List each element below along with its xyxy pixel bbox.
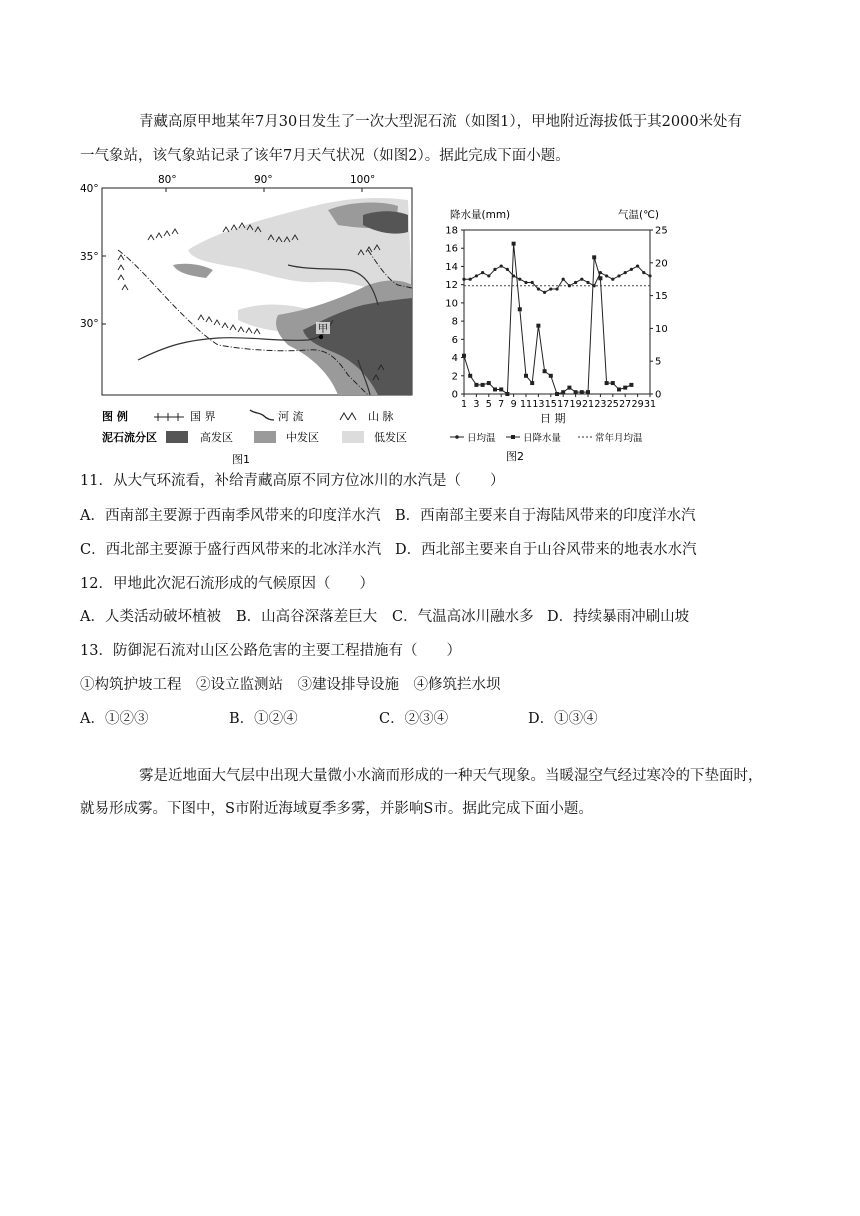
precip-point	[530, 381, 534, 385]
question-12-option-b[interactable]: B．山高谷深落差巨大	[236, 609, 378, 625]
temp-point	[462, 278, 465, 281]
legend-river: 河 流	[278, 410, 304, 423]
right-tick-label: 10	[655, 323, 668, 335]
question-12-option-a[interactable]: A．人类活动破坏植被	[80, 609, 221, 625]
precip-point	[586, 390, 590, 394]
plot-frame	[464, 230, 650, 394]
precip-point	[462, 354, 466, 358]
precip-point	[567, 386, 571, 390]
x-tick-label: 27	[619, 399, 632, 410]
lon-label-80: 80°	[158, 174, 177, 186]
figures	[78, 170, 678, 470]
precip-point	[561, 390, 565, 394]
precip-point	[605, 381, 609, 385]
question-11-option-a[interactable]: A．西南部主要源于西南季风带来的印度洋水汽	[80, 508, 381, 524]
right-tick-label: 25	[655, 225, 668, 237]
passage2-line2: 就易形成雾。下图中，S市附近海域夏季多雾，并影响S市。据此完成下面小题。	[80, 801, 593, 817]
precip-point	[536, 324, 540, 328]
temp-point	[624, 271, 627, 274]
x-tick-label: 15	[544, 399, 557, 410]
temp-point	[543, 291, 546, 294]
precip-point	[598, 276, 602, 280]
legend-precip: 日降水量	[523, 433, 562, 444]
precip-point	[474, 383, 478, 387]
right-tick-label: 0	[655, 389, 662, 401]
right-tick-label: 20	[655, 258, 668, 270]
temp-point	[493, 268, 496, 271]
question-12-option-c[interactable]: C．气温高冰川融水多	[392, 609, 534, 625]
temp-point	[648, 274, 651, 277]
x-axis-title: 日 期	[540, 412, 566, 425]
x-tick-label: 3	[473, 399, 480, 410]
x-tick-label: 25	[606, 399, 619, 410]
temp-point	[611, 278, 614, 281]
question-13-stem: 13．防御泥石流对山区公路危害的主要工程措施有（ ）	[80, 643, 461, 659]
temp-point	[487, 274, 490, 277]
left-tick-label: 10	[445, 298, 458, 310]
lon-label-90: 90°	[254, 174, 273, 186]
lat-label-30: 30°	[80, 318, 99, 330]
precip-point	[505, 392, 509, 396]
right-axis-title: 气温(℃)	[618, 209, 659, 221]
legend-avg: 常年月均温	[595, 433, 643, 444]
x-tick-label: 29	[631, 399, 644, 410]
precip-point	[549, 374, 553, 378]
temp-point	[500, 264, 503, 267]
temp-point	[586, 281, 589, 284]
temp-point	[518, 278, 521, 281]
precip-point	[543, 369, 547, 373]
left-tick-label: 18	[445, 225, 458, 237]
left-tick-label: 12	[445, 280, 458, 292]
temp-point	[636, 264, 639, 267]
left-tick-label: 4	[451, 353, 458, 365]
x-tick-label: 9	[510, 399, 517, 410]
precip-point	[623, 386, 627, 390]
figure2-chart	[78, 170, 678, 470]
x-tick-label: 21	[581, 399, 595, 410]
precip-point	[592, 255, 596, 259]
precip-point	[493, 387, 497, 391]
x-tick-label: 23	[594, 399, 607, 410]
precip-point	[512, 242, 516, 246]
left-tick-label: 2	[451, 371, 458, 383]
temp-point	[506, 268, 509, 271]
temp-point	[574, 281, 577, 284]
question-11-stem: 11．从大气环流看，补给青藏高原不同方位冰川的水汽是（ ）	[80, 473, 505, 489]
figure1-caption: 图1	[232, 453, 250, 466]
x-tick-label: 11	[519, 399, 533, 410]
legend-mid: 中发区	[286, 431, 319, 444]
precip-point	[487, 381, 491, 385]
precip-point	[468, 374, 472, 378]
lat-label-35: 35°	[80, 251, 99, 263]
legend-high: 高发区	[200, 431, 233, 444]
legend-low: 低发区	[374, 431, 407, 444]
precip-point	[629, 383, 633, 387]
temp-point	[481, 271, 484, 274]
temp-point	[580, 278, 583, 281]
question-12-option-d[interactable]: D．持续暴雨冲刷山坡	[547, 609, 690, 625]
left-tick-label: 14	[445, 261, 458, 273]
precip-point	[499, 387, 503, 391]
place-label: 甲	[318, 324, 328, 335]
legend-mountain: 山 脉	[368, 410, 394, 423]
precip-line	[464, 244, 631, 394]
precip-point	[555, 392, 559, 396]
lon-label-100: 100°	[350, 174, 376, 186]
question-11-option-c[interactable]: C．西北部主要源于盛行西风带来的北冰洋水汽	[80, 542, 382, 558]
question-12-stem: 12．甲地此次泥石流形成的气候原因（ ）	[80, 576, 374, 592]
passage1-line2: 一气象站，该气象站记录了该年7月天气状况（如图2）。据此完成下面小题。	[80, 148, 570, 164]
question-11-option-d[interactable]: D．西北部主要来自于山谷风带来的地表水水汽	[395, 542, 697, 558]
question-13-option-b[interactable]: B．①②④	[229, 711, 298, 727]
left-tick-label: 16	[445, 243, 458, 255]
precip-point	[580, 390, 584, 394]
right-tick-label: 15	[655, 291, 668, 303]
temp-point	[642, 271, 645, 274]
precip-point	[481, 383, 485, 387]
question-13-option-a[interactable]: A．①②③	[80, 711, 149, 727]
temp-point	[605, 274, 608, 277]
passage2-line1: 雾是近地面大气层中出现大量微小水滴而形成的一种天气现象。当暖湿空气经过寒冷的下垫面时，	[139, 768, 763, 784]
question-13-measures: ①构筑护坡工程 ②设立监测站 ③建设排导设施 ④修筑拦水坝	[80, 677, 501, 693]
figure2-caption: 图2	[506, 450, 524, 463]
precip-point	[518, 307, 522, 311]
precip-point	[574, 390, 578, 394]
left-axis-title: 降水量(mm)	[450, 209, 511, 221]
left-tick-label: 0	[451, 389, 458, 401]
temp-point	[469, 278, 472, 281]
x-tick-label: 7	[498, 399, 505, 410]
legend-border: 国 界	[190, 410, 216, 423]
left-tick-label: 6	[451, 334, 458, 346]
legend-title: 图 例	[102, 410, 128, 423]
x-tick-label: 19	[569, 399, 582, 410]
x-tick-label: 31	[643, 399, 657, 410]
x-tick-label: 1	[460, 399, 468, 410]
temp-point	[537, 287, 540, 290]
temp-point	[475, 274, 478, 277]
temp-point	[630, 268, 633, 271]
temp-point	[531, 281, 534, 284]
precip-point	[611, 381, 615, 385]
temp-point	[524, 281, 527, 284]
left-tick-label: 8	[451, 316, 458, 328]
passage1-line1: 青藏高原甲地某年7月30日发生了一次大型泥石流（如图1），甲地附近海拔低于其2000米处有	[139, 114, 743, 130]
temp-point	[568, 284, 571, 287]
temp-point	[555, 287, 558, 290]
x-tick-label: 5	[485, 399, 492, 410]
x-tick-label: 17	[557, 399, 570, 410]
question-13-option-c[interactable]: C．②③④	[379, 711, 449, 727]
lat-label-40: 40°	[80, 183, 99, 195]
precip-point	[617, 387, 621, 391]
temp-point	[617, 274, 620, 277]
temp-point	[549, 287, 552, 290]
question-11-option-b[interactable]: B．西南部主要来自于海陆风带来的印度洋水汽	[395, 508, 696, 524]
legend-zone-title: 泥石流分区	[102, 431, 157, 444]
precip-point	[524, 374, 528, 378]
temp-point	[562, 278, 565, 281]
legend-temp: 日均温	[467, 433, 496, 444]
question-13-option-d[interactable]: D．①③④	[528, 711, 598, 727]
right-tick-label: 5	[655, 356, 662, 368]
x-tick-label: 13	[532, 399, 545, 410]
